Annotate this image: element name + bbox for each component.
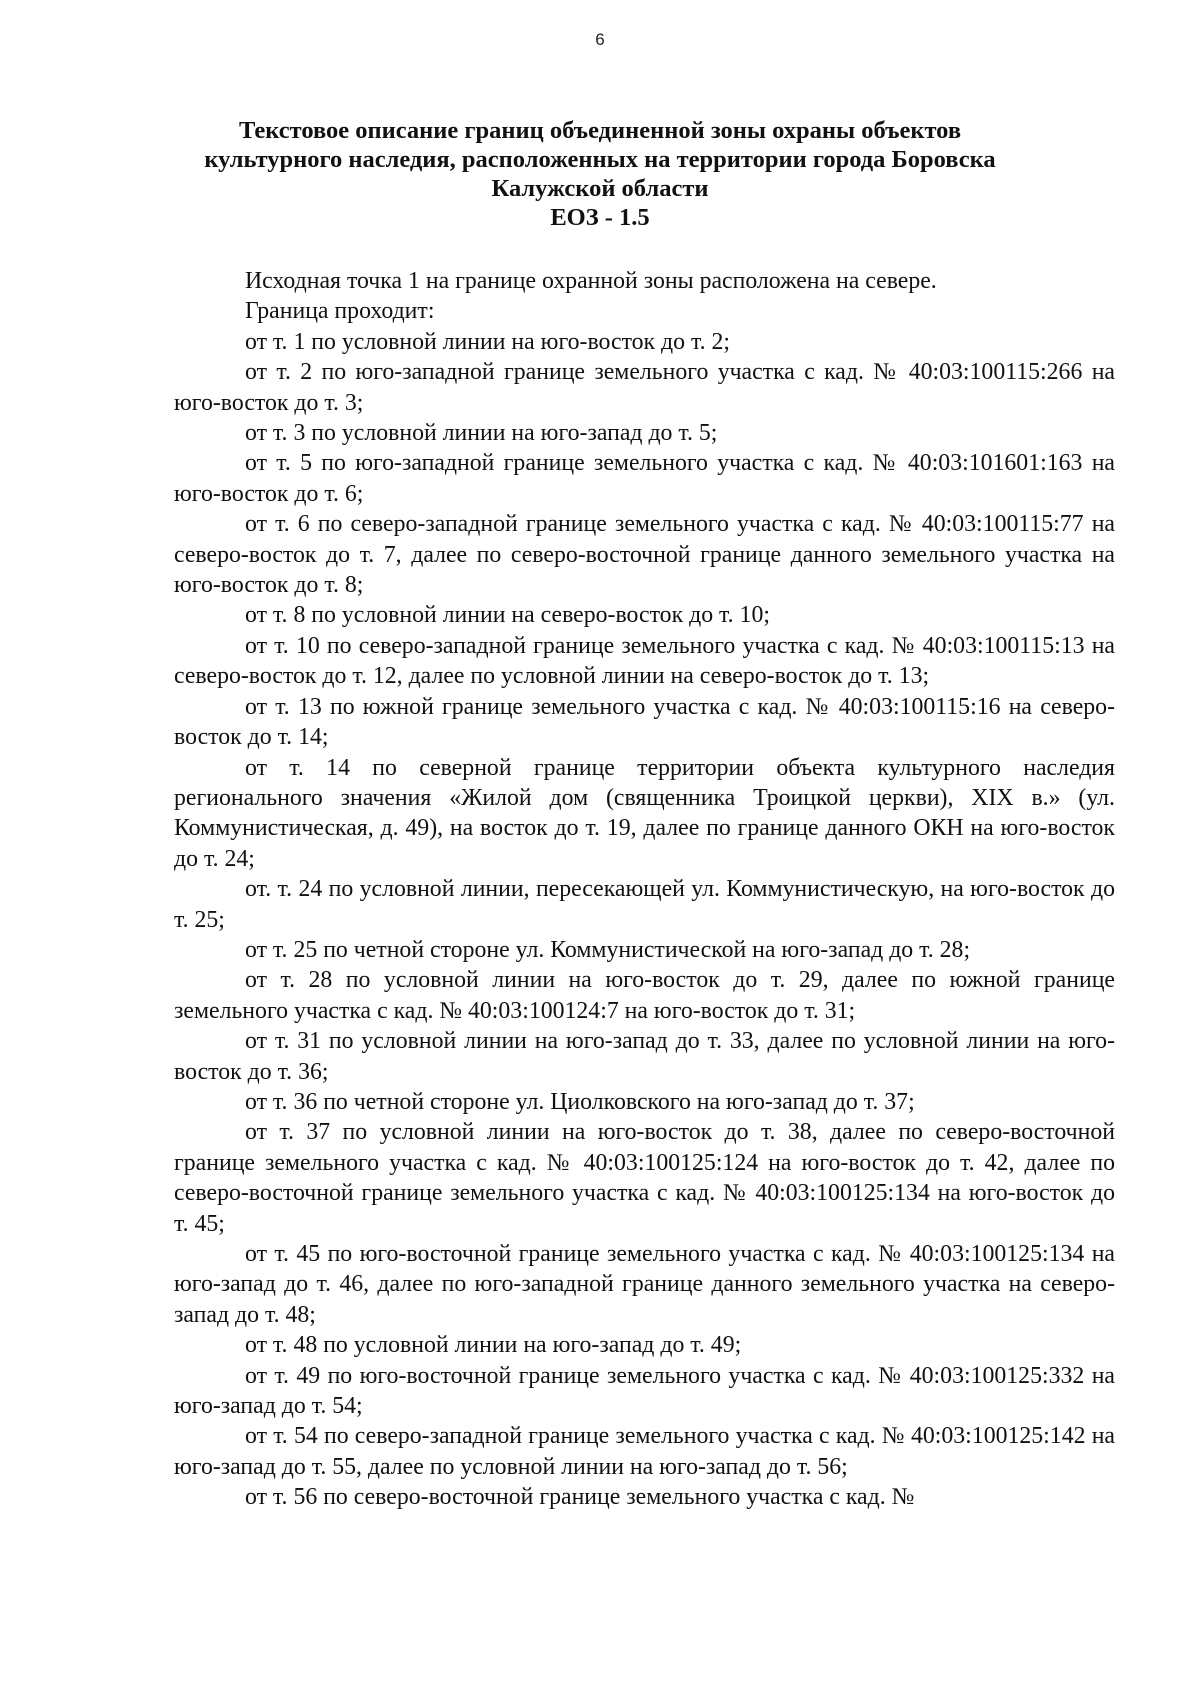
paragraph: от т. 31 по условной линии на юго-запад до т. 33, далее по условной линии на юго-восток до т. 36; <box>174 1028 1115 1085</box>
title-line: Текстовое описание границ объединенной зоны охраны объектов <box>238 117 962 144</box>
paragraph: Граница проходит: <box>245 298 435 325</box>
title-line: ЕОЗ - 1.5 <box>550 204 650 231</box>
page-number: 6 <box>595 30 605 49</box>
paragraph: от т. 28 по условной линии на юго-восток до т. 29, далее по южной границе земельного участка с кад. № 40:03:100124:7 на юго-восток до т. 31; <box>174 967 1115 1024</box>
paragraph: от т. 5 по юго-западной границе земельного участка с кад. № 40:03:101601:163 на юго-восток до т. 6; <box>174 450 1115 507</box>
paragraph: от т. 8 по условной линии на северо-восток до т. 10; <box>245 602 770 629</box>
paragraph: от т. 37 по условной линии на юго-восток до т. 38, далее по северо-восточной границе земельного участка с кад. № 40:03:100125:124 на юго-восток до т. 42, далее по северо-восточной границе земельного участка с кад. № 40:03:100125:134 на юго-восток до т. 45; <box>174 1119 1115 1237</box>
paragraph: от т. 36 по четной стороне ул. Циолковского на юго-запад до т. 37; <box>245 1088 915 1115</box>
title-line: культурного наследия, расположенных на территории города Боровска <box>204 146 996 173</box>
paragraph: от т. 6 по северо-западной границе земельного участка с кад. № 40:03:100115:77 на северо-восток до т. 7, далее по северо-восточной границе данного земельного участка на юго-восток до т. 8; <box>174 511 1115 599</box>
document-title <box>180 116 1020 232</box>
paragraph: от т. 1 по условной линии на юго-восток до т. 2; <box>245 328 731 355</box>
paragraph: от т. 48 по условной линии на юго-запад до т. 49; <box>245 1332 742 1359</box>
paragraph: от т. 25 по четной стороне ул. Коммунистической на юго-запад до т. 28; <box>245 936 971 963</box>
paragraph: от т. 56 по северо-восточной границе земельного участка с кад. № <box>245 1484 915 1511</box>
paragraph: от т. 14 по северной границе территории объекта культурного наследия регионального значения «Жилой дом (священника Троицкой церкви), XIX в.» (ул. Коммунистическая, д. 49), на восток до т. 19, далее по границе данного ОКН на юго-восток до т. 24; <box>174 754 1115 872</box>
paragraph: от т. 49 по юго-восточной границе земельного участка с кад. № 40:03:100125:332 на юго-запад до т. 54; <box>174 1362 1115 1420</box>
paragraph: от т. 10 по северо-западной границе земельного участка с кад. № 40:03:100115:13 на северо-восток до т. 12, далее по условной линии на северо-восток до т. 13; <box>174 632 1115 690</box>
document-body <box>174 266 1115 1513</box>
title-line: Калужской области <box>491 175 709 202</box>
paragraph: от т. 45 по юго-восточной границе земельного участка с кад. № 40:03:100125:134 на юго-запад до т. 46, далее по юго-западной границе данного земельного участка на северо-запад до т. 48; <box>174 1241 1115 1328</box>
paragraph: от т. 3 по условной линии на юго-запад до т. 5; <box>245 420 718 447</box>
paragraph: Исходная точка 1 на границе охранной зоны расположена на севере. <box>245 268 937 294</box>
paragraph: от т. 2 по юго-западной границе земельного участка с кад. № 40:03:100115:266 на юго-восток до т. 3; <box>174 359 1115 416</box>
paragraph: от т. 13 по южной границе земельного участка с кад. № 40:03:100115:16 на северо-восток до т. 14; <box>174 693 1115 751</box>
paragraph: от т. 54 по северо-западной границе земельного участка с кад. № 40:03:100125:142 на юго-запад до т. 55, далее по условной линии на юго-запад до т. 56; <box>174 1423 1115 1480</box>
paragraph: от. т. 24 по условной линии, пересекающей ул. Коммунистическую, на юго-восток до т. 25; <box>174 876 1115 933</box>
